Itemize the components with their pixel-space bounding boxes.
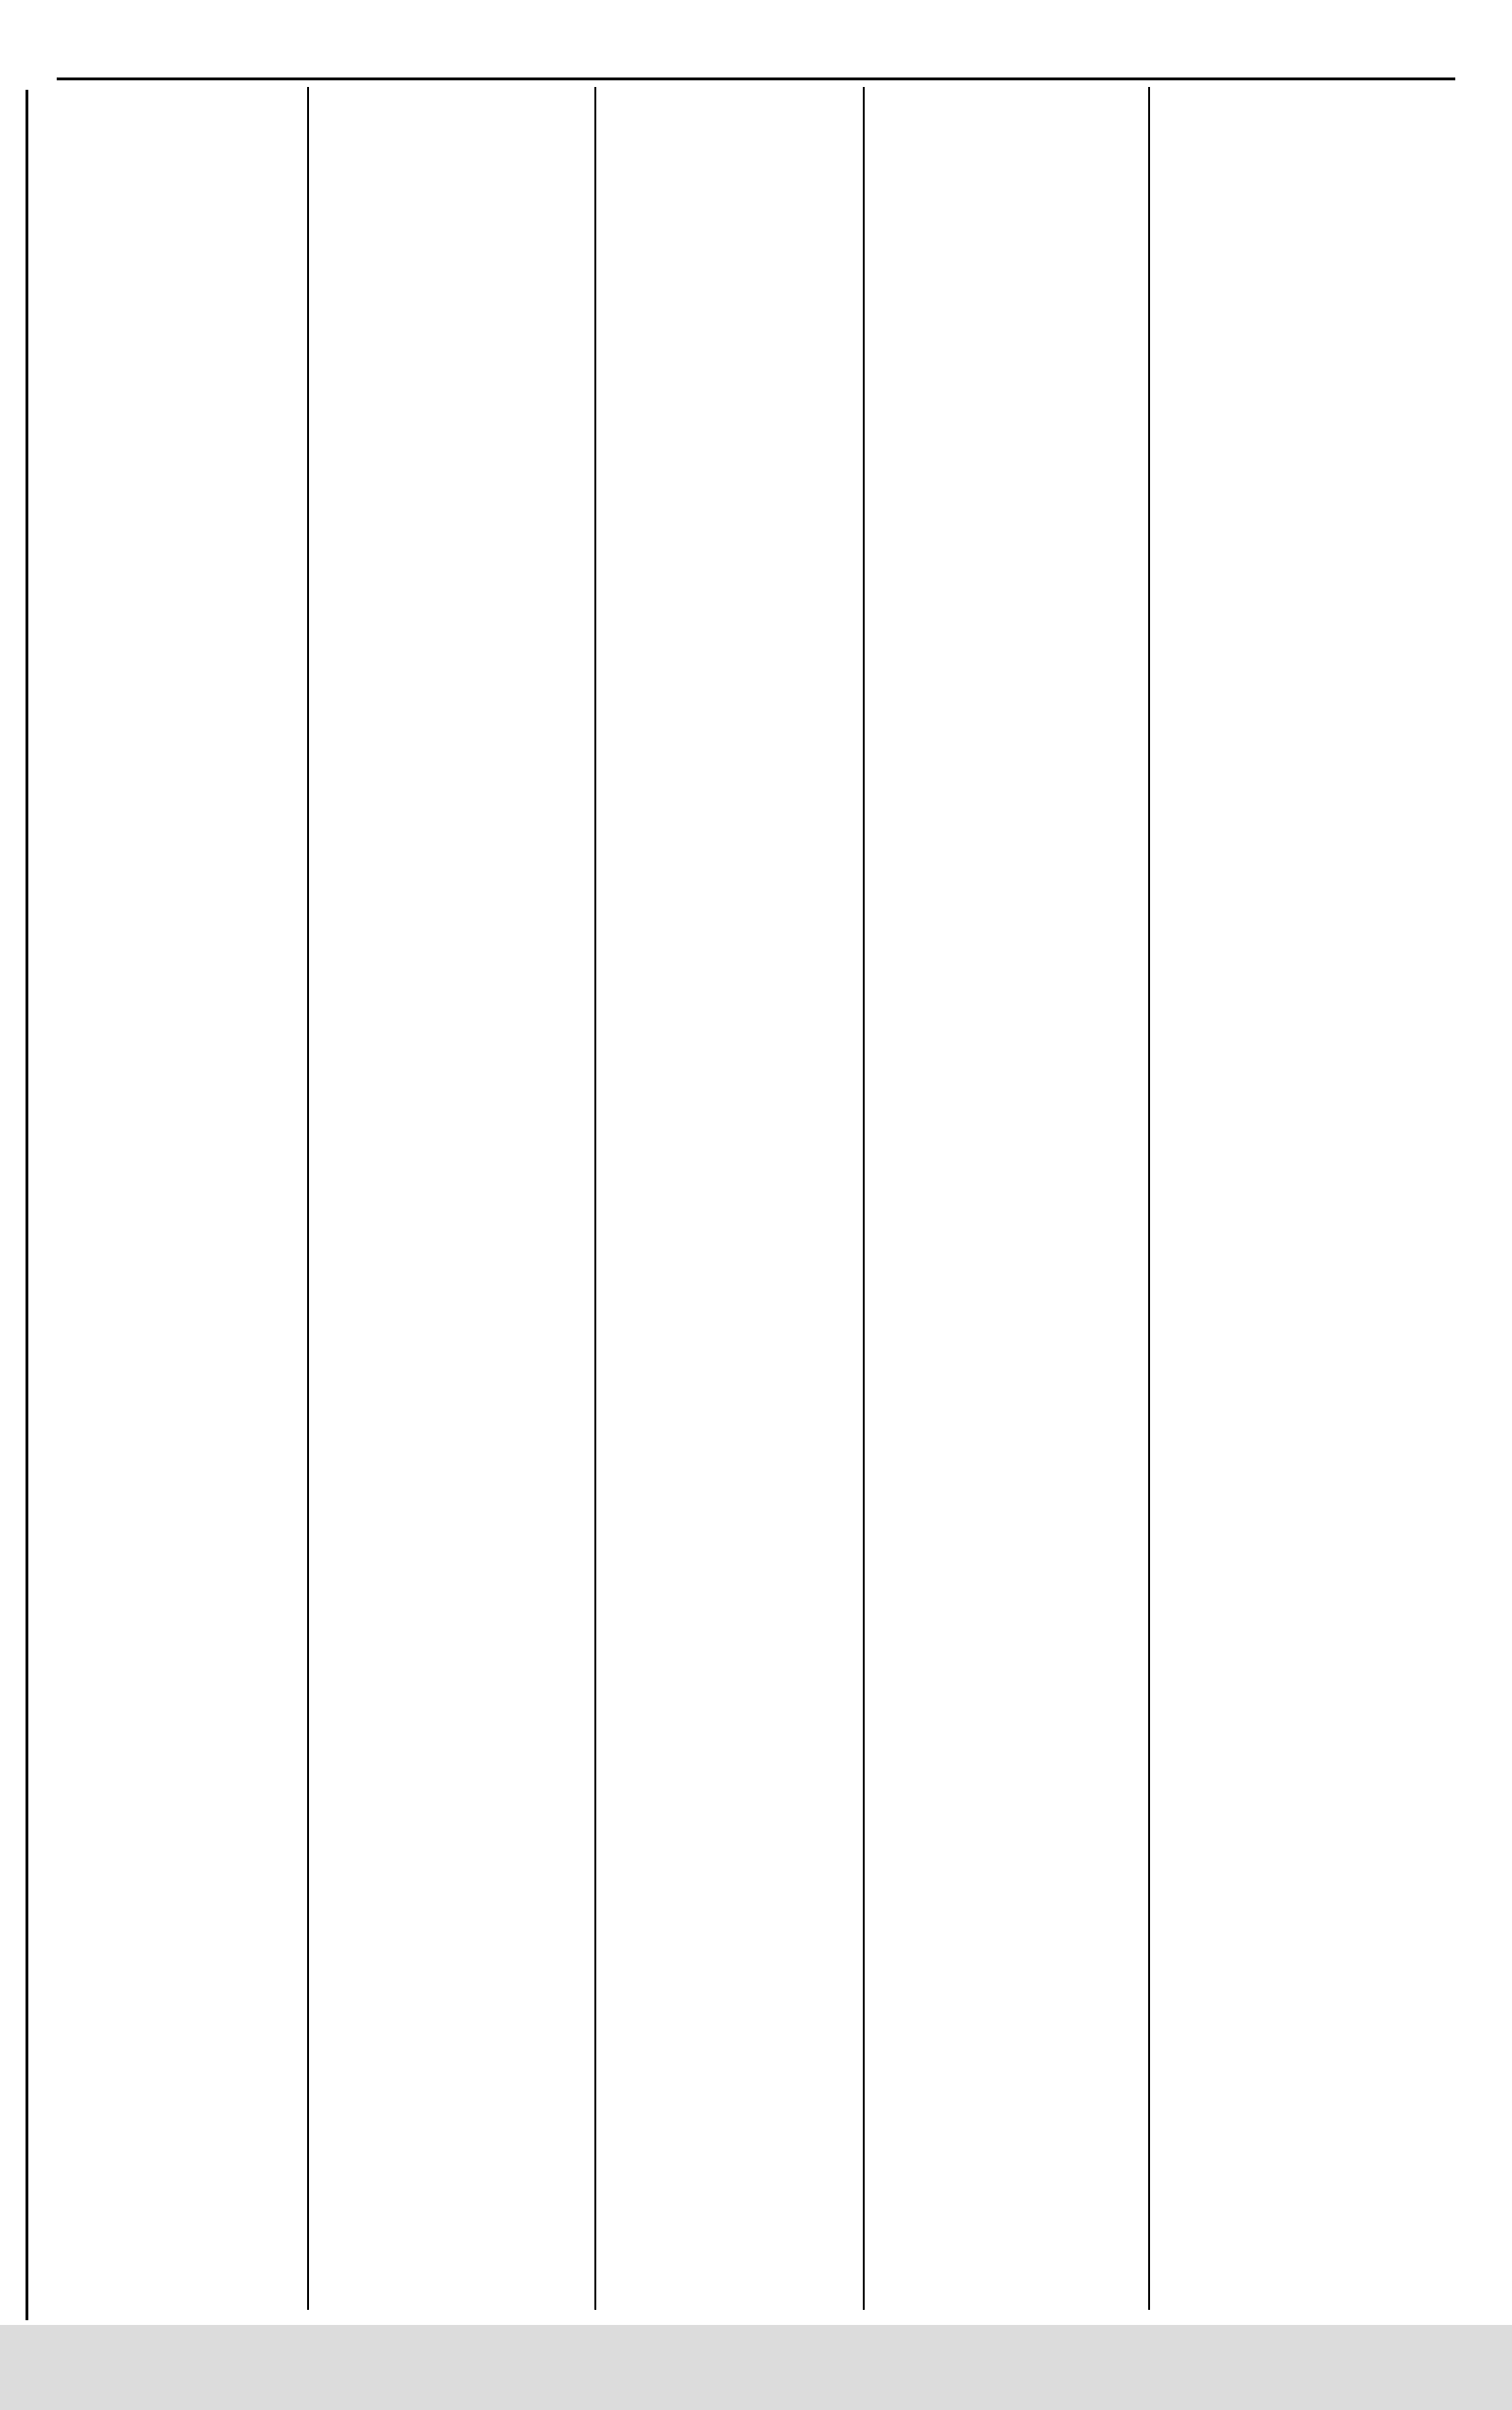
column-1 [38,87,306,2310]
footer-banner [0,2325,1512,2410]
page-header [57,19,1455,76]
column-4 [868,87,1147,2310]
left-border-line [26,90,28,2320]
column-divider [863,87,865,2310]
header-rule [57,77,1455,80]
column-3 [599,87,862,2310]
column-divider [307,87,309,2310]
column-divider [1148,87,1150,2310]
column-5 [1153,87,1455,2310]
column-divider [594,87,596,2310]
column-2 [312,87,593,2310]
